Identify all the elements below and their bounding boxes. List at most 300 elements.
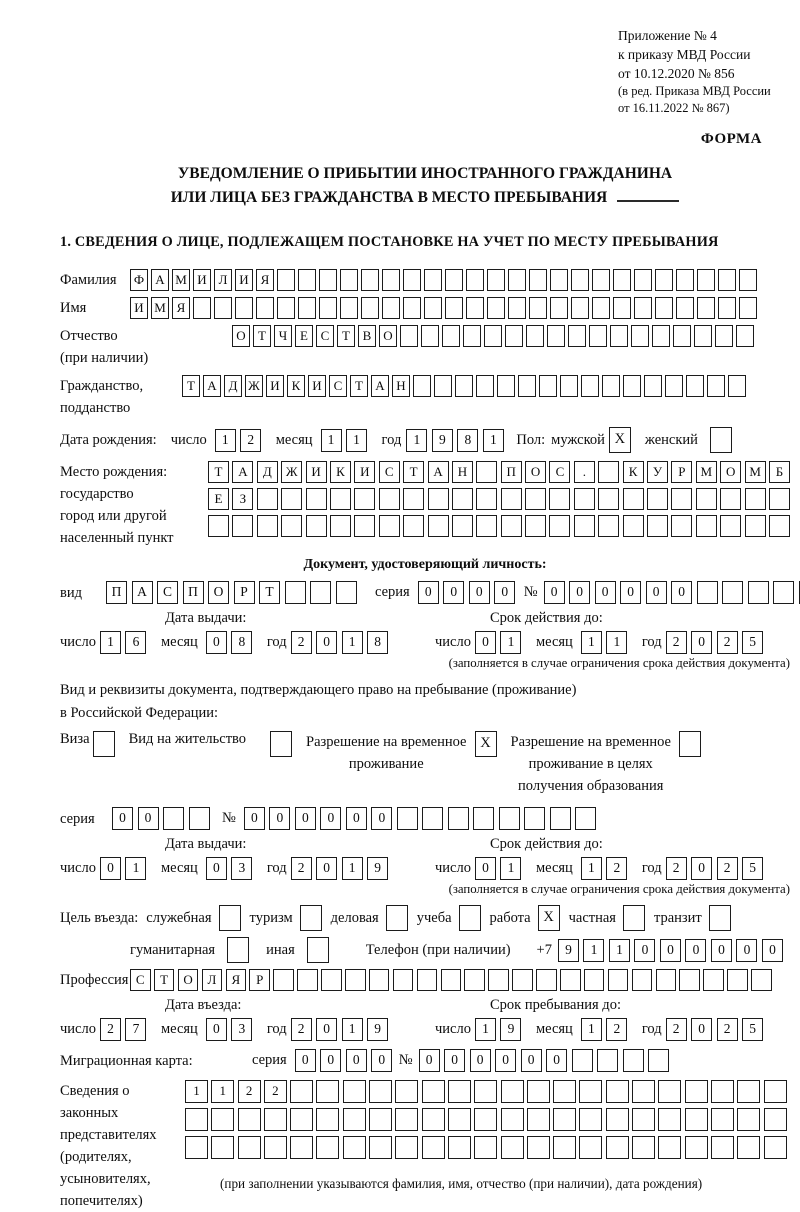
form-cell[interactable]	[330, 515, 351, 537]
form-cell[interactable]: 1	[342, 1018, 363, 1041]
form-cell[interactable]	[656, 969, 677, 991]
form-cell[interactable]	[321, 969, 342, 991]
form-cell[interactable]	[434, 375, 452, 397]
form-cell[interactable]	[397, 807, 418, 830]
form-cell[interactable]	[571, 269, 589, 291]
form-cell[interactable]	[508, 269, 526, 291]
form-cell[interactable]	[306, 488, 327, 510]
form-cell[interactable]	[597, 1049, 618, 1072]
form-cell[interactable]	[686, 375, 704, 397]
form-cell[interactable]	[529, 269, 547, 291]
temp-residence-edu-checkbox[interactable]	[679, 731, 701, 757]
form-cell[interactable]	[345, 969, 366, 991]
form-cell[interactable]: 2	[238, 1080, 261, 1103]
form-cell[interactable]: 0	[371, 807, 392, 830]
form-cell[interactable]: 0	[100, 857, 121, 880]
form-cell[interactable]	[277, 297, 295, 319]
form-cell[interactable]	[536, 969, 557, 991]
form-cell[interactable]	[285, 581, 306, 604]
form-cell[interactable]	[403, 297, 421, 319]
form-cell[interactable]	[330, 488, 351, 510]
form-cell[interactable]	[773, 581, 794, 604]
form-cell[interactable]	[685, 1108, 708, 1131]
form-cell[interactable]	[644, 375, 662, 397]
form-cell[interactable]	[473, 807, 494, 830]
form-cell[interactable]	[623, 488, 644, 510]
form-cell[interactable]: 0	[469, 581, 490, 604]
form-cell[interactable]: А	[232, 461, 253, 483]
form-cell[interactable]	[547, 325, 565, 347]
form-cell[interactable]	[193, 297, 211, 319]
form-cell[interactable]	[711, 1080, 734, 1103]
form-cell[interactable]	[697, 269, 715, 291]
form-cell[interactable]: 3	[231, 857, 252, 880]
form-cell[interactable]	[703, 969, 724, 991]
form-cell[interactable]	[336, 581, 357, 604]
form-cell[interactable]	[455, 375, 473, 397]
form-cell[interactable]	[422, 1108, 445, 1131]
form-cell[interactable]	[550, 297, 568, 319]
form-cell[interactable]	[442, 325, 460, 347]
form-cell[interactable]	[560, 375, 578, 397]
form-cell[interactable]: 1	[581, 631, 602, 654]
form-cell[interactable]	[343, 1080, 366, 1103]
form-cell[interactable]	[673, 325, 691, 347]
form-cell[interactable]: Л	[214, 269, 232, 291]
form-cell[interactable]	[631, 325, 649, 347]
form-cell[interactable]: Ф	[130, 269, 148, 291]
form-cell[interactable]	[316, 1136, 339, 1159]
form-cell[interactable]: 6	[125, 631, 146, 654]
form-cell[interactable]: Т	[253, 325, 271, 347]
form-cell[interactable]	[501, 1136, 524, 1159]
form-cell[interactable]	[655, 297, 673, 319]
form-cell[interactable]	[257, 488, 278, 510]
form-cell[interactable]: 0	[595, 581, 616, 604]
form-cell[interactable]: 1	[342, 631, 363, 654]
form-cell[interactable]: 0	[691, 631, 712, 654]
form-cell[interactable]	[715, 325, 733, 347]
form-cell[interactable]: 2	[666, 1018, 687, 1041]
form-cell[interactable]: О	[720, 461, 741, 483]
form-cell[interactable]	[316, 1108, 339, 1131]
form-cell[interactable]: С	[130, 969, 151, 991]
form-cell[interactable]	[550, 269, 568, 291]
form-cell[interactable]	[421, 325, 439, 347]
form-cell[interactable]	[189, 807, 210, 830]
form-cell[interactable]: 0	[346, 1049, 367, 1072]
form-cell[interactable]: Р	[249, 969, 270, 991]
form-cell[interactable]	[463, 325, 481, 347]
form-cell[interactable]: 0	[316, 1018, 337, 1041]
form-cell[interactable]	[298, 297, 316, 319]
purpose-tranzit-checkbox[interactable]	[709, 905, 731, 931]
form-cell[interactable]	[256, 297, 274, 319]
form-cell[interactable]: 2	[291, 1018, 312, 1041]
form-cell[interactable]: М	[172, 269, 190, 291]
form-cell[interactable]	[264, 1136, 287, 1159]
form-cell[interactable]	[549, 488, 570, 510]
form-cell[interactable]	[623, 515, 644, 537]
form-cell[interactable]	[568, 325, 586, 347]
form-cell[interactable]: 1	[342, 857, 363, 880]
form-cell[interactable]	[526, 325, 544, 347]
form-cell[interactable]: Н	[392, 375, 410, 397]
form-cell[interactable]: 0	[244, 807, 265, 830]
form-cell[interactable]	[208, 515, 229, 537]
form-cell[interactable]	[379, 515, 400, 537]
form-cell[interactable]	[452, 515, 473, 537]
form-cell[interactable]	[553, 1080, 576, 1103]
form-cell[interactable]	[290, 1136, 313, 1159]
form-cell[interactable]	[737, 1080, 760, 1103]
form-cell[interactable]: 9	[558, 939, 579, 962]
form-cell[interactable]: 2	[666, 857, 687, 880]
form-cell[interactable]: 0	[736, 939, 757, 962]
form-cell[interactable]: .	[574, 461, 595, 483]
form-cell[interactable]: 1	[583, 939, 604, 962]
form-cell[interactable]: 3	[231, 1018, 252, 1041]
residence-permit-checkbox[interactable]	[270, 731, 292, 757]
form-cell[interactable]: 1	[500, 631, 521, 654]
form-cell[interactable]	[671, 515, 692, 537]
form-cell[interactable]	[598, 515, 619, 537]
form-cell[interactable]: 0	[320, 807, 341, 830]
form-cell[interactable]: И	[308, 375, 326, 397]
form-cell[interactable]: С	[549, 461, 570, 483]
form-cell[interactable]: Т	[337, 325, 355, 347]
purpose-inaya-checkbox[interactable]	[307, 937, 329, 963]
form-cell[interactable]	[488, 969, 509, 991]
form-cell[interactable]: М	[745, 461, 766, 483]
form-cell[interactable]: 9	[367, 1018, 388, 1041]
form-cell[interactable]: 0	[660, 939, 681, 962]
form-cell[interactable]: 0	[475, 631, 496, 654]
form-cell[interactable]: 9	[432, 429, 453, 452]
form-cell[interactable]	[512, 969, 533, 991]
form-cell[interactable]: Е	[295, 325, 313, 347]
form-cell[interactable]	[379, 488, 400, 510]
form-cell[interactable]: 0	[112, 807, 133, 830]
form-cell[interactable]: З	[232, 488, 253, 510]
form-cell[interactable]: 2	[717, 631, 738, 654]
form-cell[interactable]	[647, 515, 668, 537]
form-cell[interactable]: Р	[234, 581, 255, 604]
form-cell[interactable]	[524, 807, 545, 830]
form-cell[interactable]: О	[232, 325, 250, 347]
form-cell[interactable]: А	[371, 375, 389, 397]
purpose-delovaya-checkbox[interactable]	[386, 905, 408, 931]
form-cell[interactable]	[718, 297, 736, 319]
form-cell[interactable]	[424, 297, 442, 319]
form-cell[interactable]	[598, 461, 619, 483]
form-cell[interactable]: 0	[316, 631, 337, 654]
form-cell[interactable]	[505, 325, 523, 347]
form-cell[interactable]: С	[316, 325, 334, 347]
purpose-gumanitarnaya-checkbox[interactable]	[227, 937, 249, 963]
form-cell[interactable]: А	[428, 461, 449, 483]
form-cell[interactable]	[571, 297, 589, 319]
form-cell[interactable]: 8	[457, 429, 478, 452]
form-cell[interactable]	[354, 515, 375, 537]
form-cell[interactable]	[369, 1136, 392, 1159]
form-cell[interactable]	[751, 969, 772, 991]
form-cell[interactable]	[484, 325, 502, 347]
form-cell[interactable]	[424, 269, 442, 291]
form-cell[interactable]	[452, 488, 473, 510]
form-cell[interactable]: 0	[546, 1049, 567, 1072]
form-cell[interactable]	[722, 581, 743, 604]
form-cell[interactable]	[422, 1136, 445, 1159]
form-cell[interactable]: К	[287, 375, 305, 397]
form-cell[interactable]: Н	[452, 461, 473, 483]
form-cell[interactable]	[403, 488, 424, 510]
form-cell[interactable]	[720, 488, 741, 510]
form-cell[interactable]	[163, 807, 184, 830]
form-cell[interactable]	[501, 515, 522, 537]
form-cell[interactable]	[696, 488, 717, 510]
form-cell[interactable]	[422, 807, 443, 830]
form-cell[interactable]: 1	[211, 1080, 234, 1103]
form-cell[interactable]: Р	[671, 461, 692, 483]
form-cell[interactable]	[290, 1108, 313, 1131]
form-cell[interactable]	[634, 269, 652, 291]
form-cell[interactable]	[739, 297, 757, 319]
form-cell[interactable]	[319, 297, 337, 319]
form-cell[interactable]: Т	[154, 969, 175, 991]
form-cell[interactable]: У	[647, 461, 668, 483]
form-cell[interactable]	[606, 1080, 629, 1103]
form-cell[interactable]: 0	[711, 939, 732, 962]
form-cell[interactable]: 0	[691, 1018, 712, 1041]
form-cell[interactable]	[676, 297, 694, 319]
form-cell[interactable]	[441, 969, 462, 991]
form-cell[interactable]: 8	[367, 631, 388, 654]
form-cell[interactable]: Ж	[281, 461, 302, 483]
form-cell[interactable]	[718, 269, 736, 291]
form-cell[interactable]	[584, 969, 605, 991]
form-cell[interactable]	[497, 375, 515, 397]
form-cell[interactable]	[648, 1049, 669, 1072]
form-cell[interactable]: 1	[100, 631, 121, 654]
form-cell[interactable]: 0	[691, 857, 712, 880]
form-cell[interactable]	[448, 1136, 471, 1159]
form-cell[interactable]: 2	[606, 857, 627, 880]
form-cell[interactable]: 2	[291, 857, 312, 880]
form-cell[interactable]	[696, 515, 717, 537]
form-cell[interactable]	[413, 375, 431, 397]
form-cell[interactable]: 0	[521, 1049, 542, 1072]
form-cell[interactable]: Т	[208, 461, 229, 483]
form-cell[interactable]	[448, 807, 469, 830]
form-cell[interactable]: 0	[418, 581, 439, 604]
form-cell[interactable]: К	[330, 461, 351, 483]
form-cell[interactable]: Т	[350, 375, 368, 397]
purpose-rabota-checkbox[interactable]: X	[538, 905, 560, 931]
form-cell[interactable]	[602, 375, 620, 397]
form-cell[interactable]: 0	[569, 581, 590, 604]
form-cell[interactable]	[652, 325, 670, 347]
form-cell[interactable]	[369, 969, 390, 991]
form-cell[interactable]	[647, 488, 668, 510]
form-cell[interactable]: 0	[316, 857, 337, 880]
visa-checkbox[interactable]	[93, 731, 115, 757]
form-cell[interactable]	[685, 1136, 708, 1159]
form-cell[interactable]	[728, 375, 746, 397]
form-cell[interactable]	[445, 297, 463, 319]
form-cell[interactable]	[428, 488, 449, 510]
form-cell[interactable]: 1	[346, 429, 367, 452]
form-cell[interactable]	[298, 269, 316, 291]
form-cell[interactable]	[476, 461, 497, 483]
form-cell[interactable]	[340, 269, 358, 291]
form-cell[interactable]	[369, 1080, 392, 1103]
form-cell[interactable]	[606, 1136, 629, 1159]
form-cell[interactable]	[382, 297, 400, 319]
form-cell[interactable]	[281, 515, 302, 537]
form-cell[interactable]	[474, 1136, 497, 1159]
form-cell[interactable]: С	[379, 461, 400, 483]
form-cell[interactable]	[499, 807, 520, 830]
form-cell[interactable]: 2	[717, 857, 738, 880]
form-cell[interactable]: 0	[762, 939, 783, 962]
form-cell[interactable]: 0	[206, 631, 227, 654]
form-cell[interactable]: 1	[215, 429, 236, 452]
form-cell[interactable]: 2	[264, 1080, 287, 1103]
form-cell[interactable]	[736, 325, 754, 347]
form-cell[interactable]: 9	[367, 857, 388, 880]
form-cell[interactable]	[235, 297, 253, 319]
form-cell[interactable]	[211, 1108, 234, 1131]
form-cell[interactable]	[310, 581, 331, 604]
form-cell[interactable]	[382, 269, 400, 291]
form-cell[interactable]	[185, 1108, 208, 1131]
form-cell[interactable]	[393, 969, 414, 991]
form-cell[interactable]	[550, 807, 571, 830]
form-cell[interactable]	[403, 269, 421, 291]
form-cell[interactable]	[769, 515, 790, 537]
form-cell[interactable]: 0	[295, 1049, 316, 1072]
temp-residence-checkbox[interactable]: X	[475, 731, 497, 757]
form-cell[interactable]	[508, 297, 526, 319]
form-cell[interactable]: 5	[742, 857, 763, 880]
form-cell[interactable]	[727, 969, 748, 991]
form-cell[interactable]: 0	[544, 581, 565, 604]
form-cell[interactable]: Я	[172, 297, 190, 319]
form-cell[interactable]: 7	[125, 1018, 146, 1041]
form-cell[interactable]: 0	[419, 1049, 440, 1072]
form-cell[interactable]	[277, 269, 295, 291]
form-cell[interactable]	[354, 488, 375, 510]
form-cell[interactable]	[476, 375, 494, 397]
form-cell[interactable]: 0	[470, 1049, 491, 1072]
form-cell[interactable]: 2	[606, 1018, 627, 1041]
form-cell[interactable]: 5	[742, 1018, 763, 1041]
form-cell[interactable]	[676, 269, 694, 291]
form-cell[interactable]: 2	[291, 631, 312, 654]
form-cell[interactable]	[445, 269, 463, 291]
form-cell[interactable]	[428, 515, 449, 537]
form-cell[interactable]	[474, 1080, 497, 1103]
form-cell[interactable]: К	[623, 461, 644, 483]
form-cell[interactable]	[697, 297, 715, 319]
form-cell[interactable]	[679, 969, 700, 991]
form-cell[interactable]: 1	[500, 857, 521, 880]
form-cell[interactable]	[297, 969, 318, 991]
form-cell[interactable]: 1	[125, 857, 146, 880]
form-cell[interactable]	[476, 515, 497, 537]
form-cell[interactable]: 0	[269, 807, 290, 830]
form-cell[interactable]	[464, 969, 485, 991]
form-cell[interactable]: А	[151, 269, 169, 291]
form-cell[interactable]: 0	[494, 581, 515, 604]
form-cell[interactable]	[632, 1108, 655, 1131]
form-cell[interactable]: Т	[259, 581, 280, 604]
form-cell[interactable]: 2	[240, 429, 261, 452]
form-cell[interactable]	[658, 1108, 681, 1131]
form-cell[interactable]: 0	[634, 939, 655, 962]
form-cell[interactable]: И	[354, 461, 375, 483]
form-cell[interactable]: 2	[717, 1018, 738, 1041]
form-cell[interactable]	[745, 488, 766, 510]
form-cell[interactable]	[527, 1108, 550, 1131]
form-cell[interactable]: Ч	[274, 325, 292, 347]
form-cell[interactable]: 8	[231, 631, 252, 654]
form-cell[interactable]	[658, 1080, 681, 1103]
form-cell[interactable]: 1	[475, 1018, 496, 1041]
form-cell[interactable]	[574, 515, 595, 537]
form-cell[interactable]	[581, 375, 599, 397]
form-cell[interactable]: П	[106, 581, 127, 604]
form-cell[interactable]	[487, 269, 505, 291]
form-cell[interactable]	[658, 1136, 681, 1159]
form-cell[interactable]	[685, 1080, 708, 1103]
form-cell[interactable]	[737, 1108, 760, 1131]
form-cell[interactable]: И	[193, 269, 211, 291]
form-cell[interactable]	[575, 807, 596, 830]
form-cell[interactable]: 0	[206, 1018, 227, 1041]
form-cell[interactable]	[737, 1136, 760, 1159]
form-cell[interactable]	[501, 1108, 524, 1131]
form-cell[interactable]	[448, 1108, 471, 1131]
form-cell[interactable]	[487, 297, 505, 319]
form-cell[interactable]	[655, 269, 673, 291]
form-cell[interactable]: 1	[321, 429, 342, 452]
form-cell[interactable]	[214, 297, 232, 319]
form-cell[interactable]	[665, 375, 683, 397]
form-cell[interactable]	[466, 269, 484, 291]
form-cell[interactable]	[238, 1136, 261, 1159]
form-cell[interactable]	[474, 1108, 497, 1131]
form-cell[interactable]	[572, 1049, 593, 1072]
form-cell[interactable]	[634, 297, 652, 319]
form-cell[interactable]: И	[306, 461, 327, 483]
form-cell[interactable]	[697, 581, 718, 604]
form-cell[interactable]	[395, 1108, 418, 1131]
form-cell[interactable]	[316, 1080, 339, 1103]
form-cell[interactable]	[764, 1108, 787, 1131]
form-cell[interactable]: 1	[483, 429, 504, 452]
form-cell[interactable]: 1	[609, 939, 630, 962]
form-cell[interactable]: А	[132, 581, 153, 604]
form-cell[interactable]	[400, 325, 418, 347]
form-cell[interactable]	[273, 969, 294, 991]
form-cell[interactable]: 0	[443, 581, 464, 604]
form-cell[interactable]: С	[329, 375, 347, 397]
form-cell[interactable]: 1	[581, 857, 602, 880]
form-cell[interactable]: 0	[371, 1049, 392, 1072]
sex-male-checkbox[interactable]: X	[609, 427, 631, 453]
